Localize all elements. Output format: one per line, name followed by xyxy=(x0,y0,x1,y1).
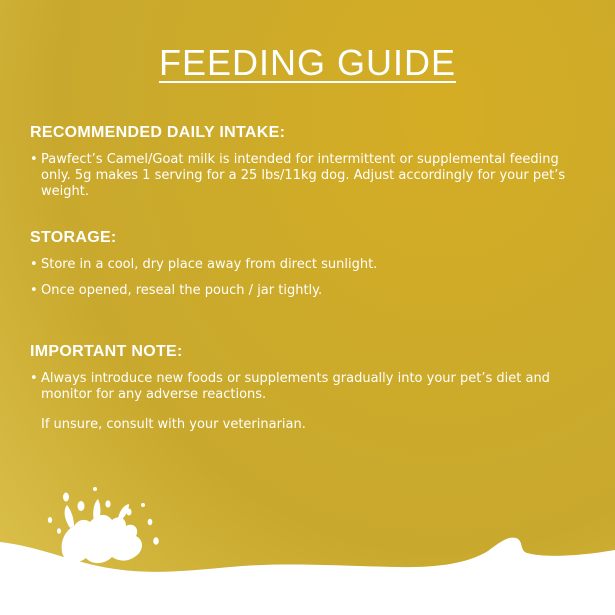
list-item-text: Once opened, reseal the pouch / jar tightly. xyxy=(41,283,323,298)
bullet-icon: • xyxy=(30,283,38,298)
veterinarian-note: If unsure, consult with your veterinarian. xyxy=(41,417,306,432)
list-item-text: Always introduce new foods or supplements gradually into your pet’s diet and monitor for any adverse reactions. xyxy=(41,371,550,402)
list-item-text: Pawfect’s Camel/Goat milk is intended for intermittent or supplemental feeding only. 5g makes 1 serving for a 25 lbs/11kg dog. Adjust accordingly for your pet’s weight. xyxy=(41,152,566,199)
bullet-icon: • xyxy=(30,257,38,272)
bullet-icon: • xyxy=(30,371,38,386)
section-heading: RECOMMENDED DAILY INTAKE: xyxy=(30,124,286,141)
bullet-icon: • xyxy=(30,152,38,167)
page-title: FEEDING GUIDE xyxy=(158,42,457,83)
section-heading: STORAGE: xyxy=(30,229,117,246)
section-heading: IMPORTANT NOTE: xyxy=(30,343,183,360)
list-item-text: Store in a cool, dry place away from direct sunlight. xyxy=(41,257,378,272)
